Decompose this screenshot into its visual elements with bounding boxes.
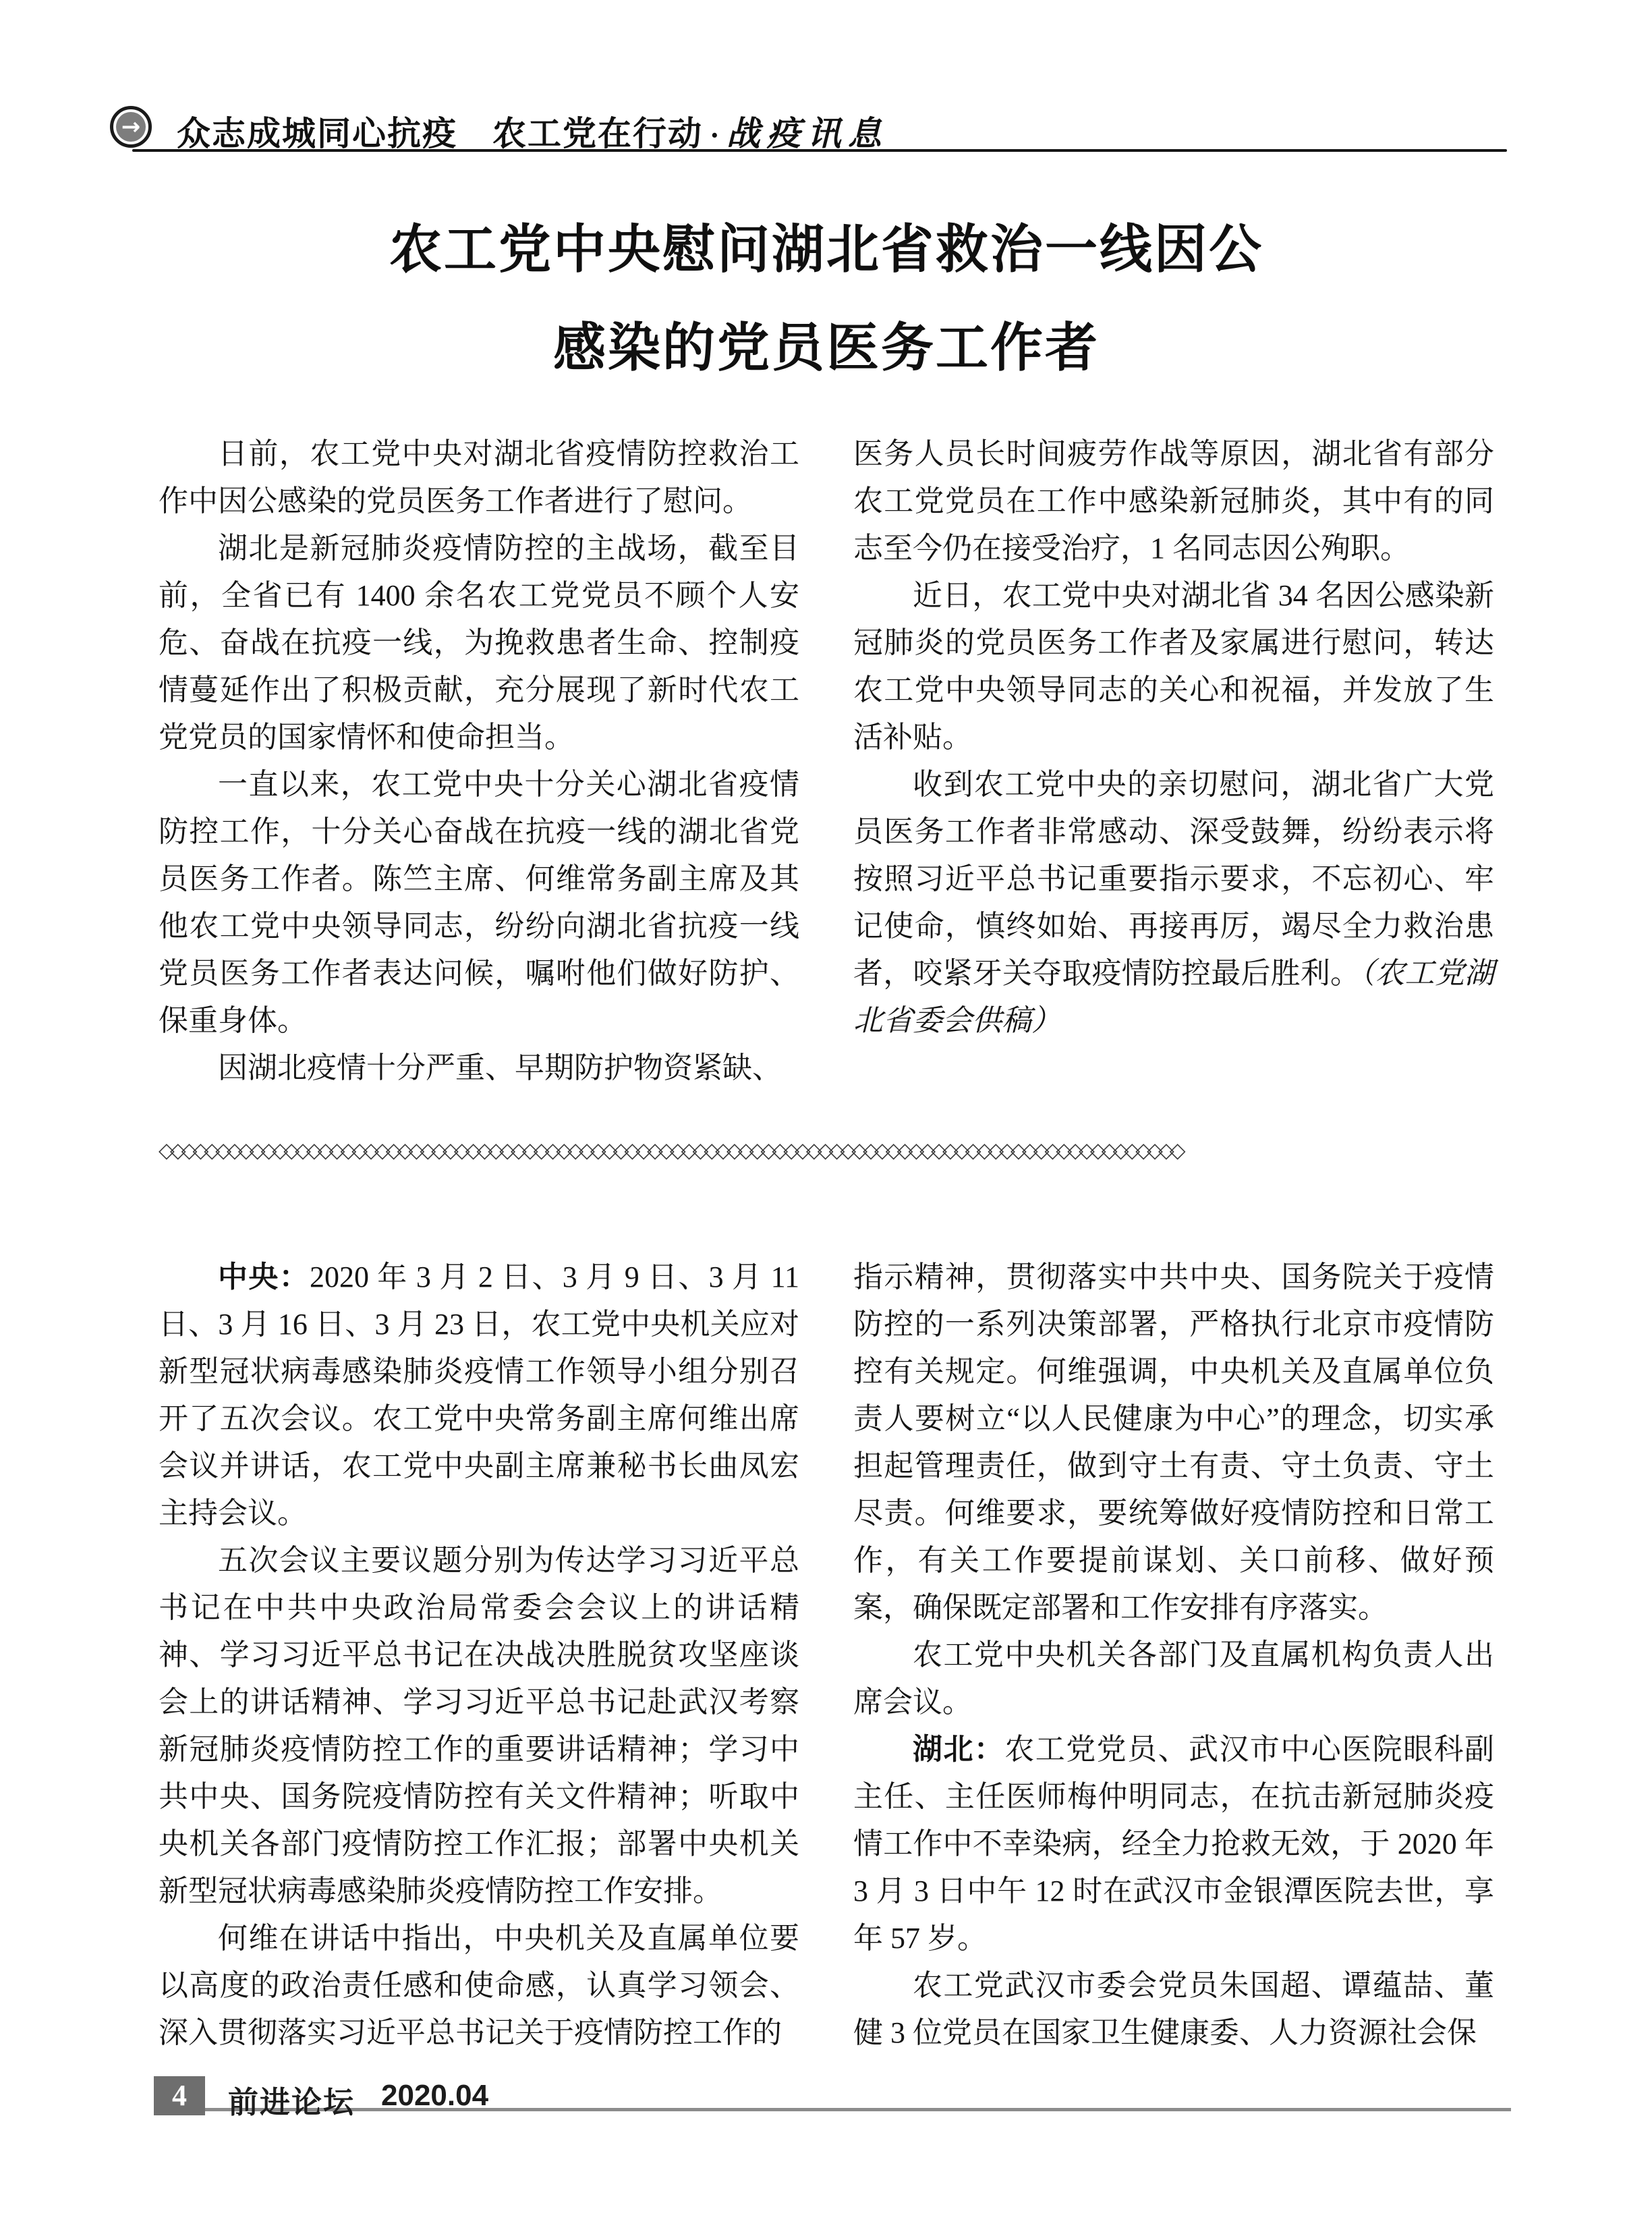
- header-banner: [177, 107, 888, 155]
- paragraph: 湖北是新冠肺炎疫情防控的主战场，截至目前，全省已有 1400 余名农工党党员不顾个人安危、奋战在抗疫一线，为挽救患者生命、控制疫情蔓延作出了积极贡献，充分展现了新时代农工党党员的国家情怀和使命担当。: [159, 532, 799, 754]
- article2-body: [159, 1254, 1494, 2057]
- article2-right-column: [853, 1254, 1494, 2057]
- issue-date: 2020.04: [381, 2079, 489, 2112]
- byline-credit: （农工党湖北省委会供稿）: [853, 957, 1495, 1037]
- paragraph: 湖北：农工党党员、武汉市中心医院眼科副主任、主任医师梅仲明同志，在抗击新冠肺炎疫情工作中不幸染病，经全力抢救无效，于 2020 年 3 月 3 日中午 12 时在武汉市金银潭医院去世，享年 57 岁。: [853, 1733, 1495, 1955]
- paragraph: 指示精神，贯彻落实中共中央、国务院关于疫情防控的一系列决策部署，严格执行北京市疫情防控有关规定。何维强调，中央机关及直属单位负责人要树立“以人民健康为中心”的理念，切实承担起管理责任，做到守土有责、守土负责、守土尽责。何维要求，要统筹做好疫情防控和日常工作，有关工作要提前谋划、关口前移、做好预案，确保既定部署和工作安排有序落实。: [853, 1260, 1494, 1624]
- paragraph-lead: 湖北：: [913, 1733, 1005, 1766]
- article1-title-line1: 农工党中央慰问湖北省救治一线因公: [389, 219, 1263, 279]
- article1-right-column: [853, 430, 1494, 1092]
- arrow-circle-icon: [110, 106, 152, 148]
- article1-title: [159, 200, 1494, 397]
- header-section-label: 战疫讯息: [726, 115, 888, 152]
- paragraph: 农工党中央机关各部门及直属机构负责人出席会议。: [853, 1638, 1494, 1719]
- paragraph: 日前，农工党中央对湖北省疫情防控救治工作中因公感染的党员医务工作者进行了慰问。: [159, 437, 799, 518]
- paragraph-lead: 中央：: [218, 1260, 310, 1293]
- paragraph: 医务人员长时间疲劳作战等原因，湖北省有部分农工党党员在工作中感染新冠肺炎，其中有的同志至今仍在接受治疗，1 名同志因公殉职。: [853, 437, 1494, 565]
- paragraph: 一直以来，农工党中央十分关心湖北省疫情防控工作，十分关心奋战在抗疫一线的湖北省党员医务工作者。陈竺主席、何维常务副主席及其他农工党中央领导同志，纷纷向湖北省抗疫一线党员医务工作者表达问候，嘱咐他们做好防护、保重身体。: [159, 768, 799, 1037]
- header-slogan: 众志成城同心抗疫 农工党在行动: [177, 115, 703, 152]
- paragraph: 五次会议主要议题分别为传达学习习近平总书记在中共中央政治局常委会会议上的讲话精神、学习习近平总书记在决战决胜脱贫攻坚座谈会上的讲话精神、学习习近平总书记赴武汉考察新冠肺炎疫情防控工作的重要讲话精神；学习中共中央、国务院疫情防控有关文件精神；听取中央机关各部门疫情防控工作汇报；部署中央机关新型冠状病毒感染肺炎疫情防控工作安排。: [159, 1544, 799, 1908]
- paragraph: 何维在讲话中指出，中央机关及直属单位要以高度的政治责任感和使命感，认真学习领会、深入贯彻落实习近平总书记关于疫情防控工作的: [159, 1922, 799, 2049]
- article2-left-column: [159, 1254, 799, 2057]
- article1-body: [159, 430, 1494, 1092]
- paragraph: 中央：2020 年 3 月 2 日、3 月 9 日、3 月 11 日、3 月 16 日、3 月 23 日，农工党中央机关应对新型冠状病毒感染肺炎疫情工作领导小组分别召开了五次会议。农工党中央常务副主席何维出席会议并讲话，农工党中央副主席兼秘书长曲凤宏主持会议。: [159, 1260, 799, 1530]
- arrow-right-icon: →: [116, 112, 146, 142]
- paragraph: 近日，农工党中央对湖北省 34 名因公感染新冠肺炎的党员医务工作者及家属进行慰问，转达农工党中央领导同志的关心和祝福，并发放了生活补贴。: [853, 579, 1494, 754]
- header-separator-dot: ·: [710, 119, 720, 152]
- page-number: 4: [154, 2076, 205, 2115]
- article1-title-line2: 感染的党员医务工作者: [552, 318, 1100, 377]
- section-divider: ◇◇◇◇◇◇◇◇◇◇◇◇◇◇◇◇◇◇◇◇◇◇◇◇◇◇◇◇◇◇◇◇◇◇◇◇◇◇◇◇◇◇◇◇◇◇◇◇◇◇◇◇◇◇◇◇◇◇◇◇◇◇◇◇◇◇◇◇◇◇◇◇◇◇◇◇◇◇◇◇◇◇◇◇◇◇◇◇◇◇: [159, 1139, 1181, 1162]
- journal-name: 前进论坛: [228, 2085, 355, 2119]
- paragraph: 收到农工党中央的亲切慰问，湖北省广大党员医务工作者非常感动、深受鼓舞，纷纷表示将按照习近平总书记重要指示要求，不忘初心、牢记使命，慎终如始、再接再厉，竭尽全力救治患者，咬紧牙关夺取疫情防控最后胜利。（农工党湖北省委会供稿）: [853, 768, 1495, 1037]
- paragraph: 因湖北疫情十分严重、早期防护物资紧缺、: [218, 1051, 782, 1084]
- article1-left-column: [159, 430, 799, 1092]
- paragraph: 农工党武汉市委会党员朱国超、谭蕴喆、董健 3 位党员在国家卫生健康委、人力资源社会保: [853, 1969, 1494, 2049]
